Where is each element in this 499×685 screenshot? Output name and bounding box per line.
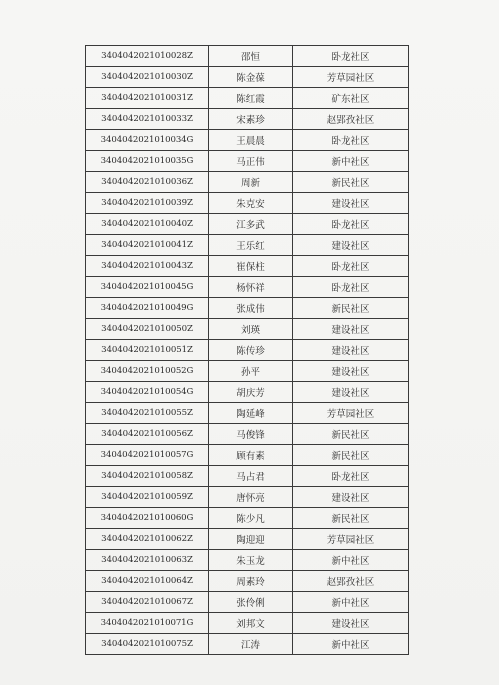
id-number-cell: 3404042021010045G	[86, 277, 209, 298]
name-cell: 唐怀亮	[209, 487, 293, 508]
name-cell: 邵恒	[209, 46, 293, 67]
table-row	[86, 67, 409, 88]
name-cell: 江多武	[209, 214, 293, 235]
id-number-cell: 3404042021010036Z	[86, 172, 209, 193]
id-number-cell: 3404042021010035G	[86, 151, 209, 172]
table-row	[86, 109, 409, 130]
name-cell: 张伶俐	[209, 592, 293, 613]
community-cell: 建设社区	[293, 340, 409, 361]
community-cell: 建设社区	[293, 235, 409, 256]
name-cell: 陈少凡	[209, 508, 293, 529]
community-cell: 卧龙社区	[293, 46, 409, 67]
table-row	[86, 172, 409, 193]
table-row	[86, 193, 409, 214]
id-number-cell: 3404042021010034G	[86, 130, 209, 151]
id-number-cell: 3404042021010075Z	[86, 634, 209, 655]
table-row	[86, 298, 409, 319]
table-row	[86, 319, 409, 340]
community-cell: 建设社区	[293, 361, 409, 382]
roster-table	[85, 45, 409, 655]
table-row	[86, 487, 409, 508]
community-cell: 新民社区	[293, 298, 409, 319]
table-row	[86, 466, 409, 487]
table-row	[86, 151, 409, 172]
name-cell: 朱克安	[209, 193, 293, 214]
community-cell: 建设社区	[293, 319, 409, 340]
name-cell: 周新	[209, 172, 293, 193]
id-number-cell: 3404042021010043Z	[86, 256, 209, 277]
community-cell: 卧龙社区	[293, 214, 409, 235]
community-cell: 建设社区	[293, 487, 409, 508]
id-number-cell: 3404042021010054G	[86, 382, 209, 403]
community-cell: 新民社区	[293, 508, 409, 529]
name-cell: 陶迎迎	[209, 529, 293, 550]
id-number-cell: 3404042021010059Z	[86, 487, 209, 508]
id-number-cell: 3404042021010051Z	[86, 340, 209, 361]
name-cell: 江涛	[209, 634, 293, 655]
name-cell: 王晨晨	[209, 130, 293, 151]
table-row	[86, 592, 409, 613]
table-row	[86, 277, 409, 298]
id-number-cell: 3404042021010052G	[86, 361, 209, 382]
table-row	[86, 550, 409, 571]
id-number-cell: 3404042021010040Z	[86, 214, 209, 235]
id-number-cell: 3404042021010067Z	[86, 592, 209, 613]
table-row	[86, 361, 409, 382]
community-cell: 新民社区	[293, 445, 409, 466]
community-cell: 芳草园社区	[293, 403, 409, 424]
roster-table-body	[86, 46, 409, 655]
name-cell: 崔保柱	[209, 256, 293, 277]
table-row	[86, 403, 409, 424]
table-row	[86, 46, 409, 67]
name-cell: 周素玲	[209, 571, 293, 592]
name-cell: 陈红霞	[209, 88, 293, 109]
table-row	[86, 88, 409, 109]
community-cell: 新民社区	[293, 172, 409, 193]
id-number-cell: 3404042021010058Z	[86, 466, 209, 487]
table-row	[86, 340, 409, 361]
name-cell: 胡庆芳	[209, 382, 293, 403]
name-cell: 刘瑛	[209, 319, 293, 340]
id-number-cell: 3404042021010055Z	[86, 403, 209, 424]
table-row	[86, 634, 409, 655]
name-cell: 王乐红	[209, 235, 293, 256]
name-cell: 朱玉龙	[209, 550, 293, 571]
name-cell: 马占君	[209, 466, 293, 487]
community-cell: 芳草园社区	[293, 67, 409, 88]
table-row	[86, 445, 409, 466]
community-cell: 新中社区	[293, 634, 409, 655]
id-number-cell: 3404042021010039Z	[86, 193, 209, 214]
id-number-cell: 3404042021010062Z	[86, 529, 209, 550]
id-number-cell: 3404042021010049G	[86, 298, 209, 319]
community-cell: 卧龙社区	[293, 466, 409, 487]
community-cell: 赵郢孜社区	[293, 109, 409, 130]
community-cell: 建设社区	[293, 382, 409, 403]
community-cell: 新中社区	[293, 592, 409, 613]
id-number-cell: 3404042021010041Z	[86, 235, 209, 256]
name-cell: 杨怀祥	[209, 277, 293, 298]
community-cell: 卧龙社区	[293, 277, 409, 298]
table-row	[86, 235, 409, 256]
name-cell: 张成伟	[209, 298, 293, 319]
id-number-cell: 3404042021010064Z	[86, 571, 209, 592]
community-cell: 新中社区	[293, 151, 409, 172]
name-cell: 孙平	[209, 361, 293, 382]
name-cell: 顾有素	[209, 445, 293, 466]
table-row	[86, 529, 409, 550]
table-row	[86, 508, 409, 529]
name-cell: 陈传珍	[209, 340, 293, 361]
community-cell: 建设社区	[293, 193, 409, 214]
table-row	[86, 382, 409, 403]
table-row	[86, 214, 409, 235]
community-cell: 卧龙社区	[293, 256, 409, 277]
table-row	[86, 571, 409, 592]
community-cell: 新民社区	[293, 424, 409, 445]
table-row	[86, 130, 409, 151]
community-cell: 建设社区	[293, 613, 409, 634]
name-cell: 陶延峰	[209, 403, 293, 424]
name-cell: 马俊锋	[209, 424, 293, 445]
id-number-cell: 3404042021010050Z	[86, 319, 209, 340]
id-number-cell: 3404042021010063Z	[86, 550, 209, 571]
name-cell: 宋素珍	[209, 109, 293, 130]
community-cell: 新中社区	[293, 550, 409, 571]
id-number-cell: 3404042021010056Z	[86, 424, 209, 445]
table-row	[86, 256, 409, 277]
community-cell: 矿东社区	[293, 88, 409, 109]
id-number-cell: 3404042021010071G	[86, 613, 209, 634]
community-cell: 卧龙社区	[293, 130, 409, 151]
id-number-cell: 3404042021010060G	[86, 508, 209, 529]
id-number-cell: 3404042021010033Z	[86, 109, 209, 130]
table-row	[86, 613, 409, 634]
name-cell: 马正伟	[209, 151, 293, 172]
table-row	[86, 424, 409, 445]
id-number-cell: 3404042021010031Z	[86, 88, 209, 109]
id-number-cell: 3404042021010028Z	[86, 46, 209, 67]
id-number-cell: 3404042021010057G	[86, 445, 209, 466]
name-cell: 陈金葆	[209, 67, 293, 88]
community-cell: 赵郢孜社区	[293, 571, 409, 592]
community-cell: 芳草园社区	[293, 529, 409, 550]
id-number-cell: 3404042021010030Z	[86, 67, 209, 88]
name-cell: 刘邦文	[209, 613, 293, 634]
